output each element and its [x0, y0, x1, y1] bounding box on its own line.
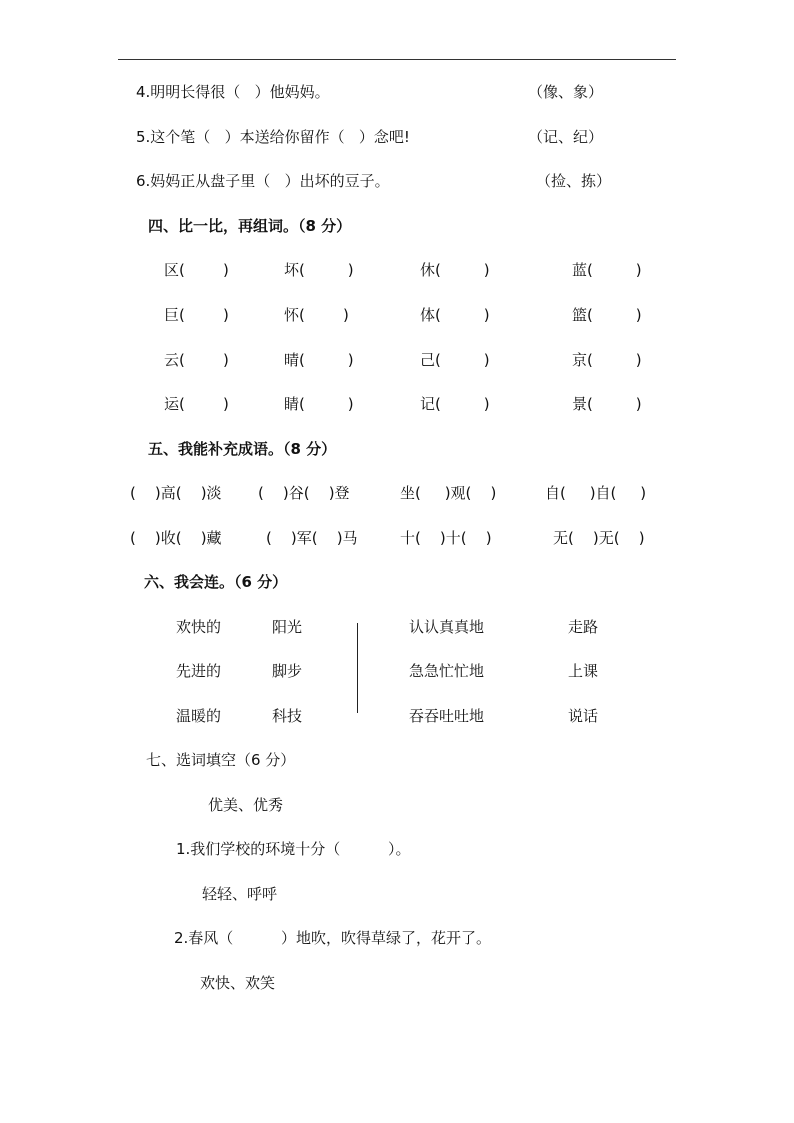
s6-right-target: 说话 — [568, 707, 599, 725]
s6-right-target: 上课 — [568, 662, 599, 680]
s6-right-word: 急急忙忙地 — [409, 662, 485, 680]
s6-right-word: 吞吞吐吐地 — [409, 707, 485, 725]
section6-title: 六、我会连。（6 分） — [144, 573, 288, 591]
s4-cell: 睛( ) — [284, 395, 354, 413]
s4-cell: 晴( ) — [284, 351, 354, 369]
s4-cell: 巨( ) — [164, 306, 229, 324]
s6-left-target: 脚步 — [272, 662, 303, 680]
top-rule — [118, 59, 676, 60]
divider-line — [357, 623, 358, 713]
s6-left-word: 温暖的 — [176, 707, 222, 725]
s7-word-pair-1: 优美、优秀 — [208, 796, 284, 814]
s5-idiom: ( )高( )淡 — [130, 484, 222, 502]
s6-right-target: 走路 — [568, 618, 599, 636]
s4-cell: 坏( ) — [284, 261, 354, 279]
s5-idiom: ( )收( )藏 — [130, 529, 222, 547]
s6-left-target: 科技 — [272, 707, 303, 725]
s4-cell: 区( ) — [164, 261, 229, 279]
s4-cell: 蓝( ) — [572, 261, 642, 279]
s4-cell: 怀( ) — [284, 306, 349, 324]
s5-idiom: 十( )十( ) — [400, 529, 492, 547]
s5-idiom: 自( )自( ) — [545, 484, 647, 502]
q3-item-4-options: （像、象） — [528, 83, 604, 101]
s5-idiom: 无( )无( ) — [553, 529, 645, 547]
s7-question-2: 2.春风（ ）地吹，吹得草绿了，花开了。 — [174, 929, 491, 947]
s4-cell: 体( ) — [420, 306, 490, 324]
s4-cell: 运( ) — [164, 395, 229, 413]
s6-left-target: 阳光 — [272, 618, 303, 636]
s4-cell: 篮( ) — [572, 306, 642, 324]
s4-cell: 记( ) — [420, 395, 490, 413]
section5-title: 五、我能补充成语。（8 分） — [148, 440, 337, 458]
s7-word-pair-3: 欢快、欢笑 — [200, 974, 276, 992]
s6-right-word: 认认真真地 — [409, 618, 485, 636]
s5-idiom: 坐( )观( ) — [400, 484, 497, 502]
s4-cell: 云( ) — [164, 351, 229, 369]
s4-cell: 休( ) — [420, 261, 490, 279]
q3-item-6-options: （捡、拣） — [536, 172, 612, 190]
s7-question-1: 1.我们学校的环境十分（ ）。 — [176, 840, 411, 858]
s7-word-pair-2: 轻轻、呼呼 — [202, 885, 278, 903]
s5-idiom: ( )谷( )登 — [258, 484, 350, 502]
section7-title: 七、选词填空（6 分） — [146, 751, 296, 769]
s4-cell: 京( ) — [572, 351, 642, 369]
section4-title: 四、比一比，再组词。（8 分） — [148, 217, 352, 235]
s6-left-word: 欢快的 — [176, 618, 222, 636]
s4-cell: 景( ) — [572, 395, 642, 413]
q3-item-5: 5.这个笔（ ）本送给你留作（ ）念吧! — [136, 128, 410, 146]
q3-item-6: 6.妈妈正从盘子里（ ）出坏的豆子。 — [136, 172, 390, 190]
s4-cell: 己( ) — [420, 351, 490, 369]
q3-item-4: 4.明明长得很（ ）他妈妈。 — [136, 83, 330, 101]
q3-item-5-options: （记、纪） — [528, 128, 604, 146]
s5-idiom: ( )军( )马 — [266, 529, 358, 547]
s6-left-word: 先进的 — [176, 662, 222, 680]
